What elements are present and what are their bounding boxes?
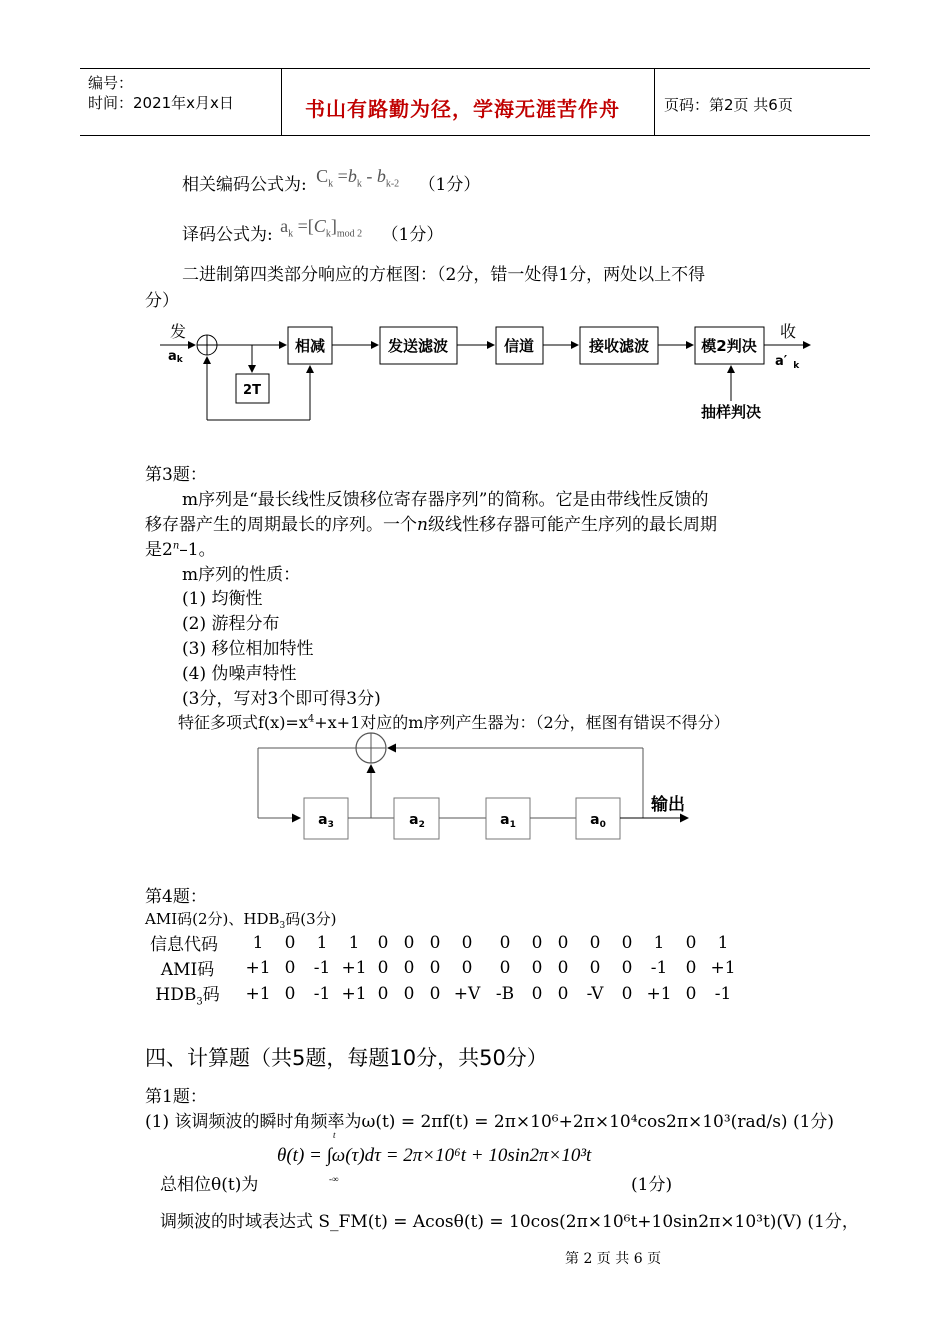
table-row: 信息代码 1 0 1 1 0 0 0 0 0 0 0 0 0 1 0 1 xyxy=(150,932,729,955)
q4-title: 第4题： xyxy=(145,887,207,907)
svg-text:a1: $a_1$ xyxy=(500,812,516,830)
q3-prop-3: (3) 移位相加特性 xyxy=(182,639,314,659)
q3-title: 第3题： xyxy=(145,465,207,485)
header-number-label: 编号： xyxy=(88,74,134,92)
input-label: ak xyxy=(168,349,183,365)
block-intro-line2: 分） xyxy=(145,291,179,311)
header-bottom-rule xyxy=(80,135,870,136)
header-top-rule xyxy=(80,68,870,69)
q3-poly-line: 特征多项式$f(x)=x^4+x+1$对应的m序列产生器为：（2分，框图有错误不得分） xyxy=(178,713,730,732)
theta-lower-limit: -∞ xyxy=(329,1174,339,1184)
encode-label: 相关编码公式为: xyxy=(182,175,307,195)
decode-formula: $a_k =[C_k]_{mod 2}$ xyxy=(280,216,363,240)
table-row: $HDB_3$码 +1 0 -1 +1 0 0 0 +V -B 0 0 -V 0 +1 0 -1 xyxy=(155,983,732,1008)
footer-page: 第 2 页 共 6 页 xyxy=(565,1251,662,1267)
total-phase-label: 总相位θ(t)为 xyxy=(160,1175,259,1195)
send-label: 发 xyxy=(170,322,187,341)
encode-formula: $C_k =b_k - b_{k-2}$ xyxy=(316,166,400,190)
theta-upper-limit: t xyxy=(333,1130,336,1140)
q3-prop-score: (3分，写对3个即可得3分) xyxy=(182,689,381,709)
q3-p1-line1: m序列是“最长线性反馈移位寄存器序列”的简称。它是由带线性反馈的 xyxy=(182,490,709,510)
sample-label: 抽样判决 xyxy=(700,403,762,421)
header-motto: 书山有路勤为径，学海无涯苦作舟 xyxy=(305,97,620,121)
block-mod2-label: 模2判决 xyxy=(701,337,757,355)
decode-label: 译码公式为: xyxy=(182,225,273,245)
svg-text:a0: $a_0$ xyxy=(590,812,606,830)
output-label: a′ $_k$ xyxy=(775,354,800,371)
block-intro-line1: 二进制第四类部分响应的方框图：（2分，错一处得1分，两处以上不得 xyxy=(182,265,706,285)
header-divider-right xyxy=(654,68,655,135)
header-time-label: 时间：2021年x月x日 xyxy=(88,94,234,112)
header-page-label: 页码：第2页 共6页 xyxy=(664,96,793,114)
total-phase-score: (1分) xyxy=(631,1175,673,1195)
code-table xyxy=(150,930,742,1007)
decode-line xyxy=(182,216,444,248)
recv-label: 收 xyxy=(780,322,797,341)
decode-score: （1分） xyxy=(381,225,444,245)
encode-score: （1分） xyxy=(418,175,481,195)
partial-response-diagram xyxy=(0,315,950,425)
svg-text:a2: $a_2$ xyxy=(409,812,425,830)
q3-prop-4: (4) 伪噪声特性 xyxy=(182,664,297,684)
encode-line xyxy=(182,166,481,198)
q3-p1-line2: 移存器产生的周期最长的序列。一个n级线性移存器可能产生序列的最长周期 xyxy=(145,515,717,535)
block-rx-filter-label: 接收滤波 xyxy=(588,337,650,355)
q3-p1-line3: 是2$^n$–1。 xyxy=(145,540,216,560)
section4-heading: 四、计算题（共5题，每题10分，共50分） xyxy=(145,1046,548,1070)
q3-prop-2: (2) 游程分布 xyxy=(182,614,280,634)
m-sequence-diagram xyxy=(0,730,950,850)
q3-props-title: m序列的性质： xyxy=(182,565,301,585)
section4-q1-title: 第1题： xyxy=(145,1087,207,1107)
block-tx-filter-label: 发送滤波 xyxy=(387,337,449,355)
section4-line1: (1) 该调频波的瞬时角频率为ω(t) = 2πf(t) = 2π×10⁶+2π×10⁴cos2π×10³(rad/s) (1分) xyxy=(145,1112,835,1132)
section4-line3: 调频波的时域表达式 S_FM(t) = Acosθ(t) = 10cos(2π×10⁶t+10sin2π×10³t)(V) (1分， xyxy=(160,1212,859,1232)
block-subtract-label: 相减 xyxy=(294,337,326,355)
theta-formula: θ(t) = ∫ω(τ)dτ = 2π×10⁶t + 10sin2π×10³t xyxy=(277,1145,592,1166)
table-row: AMI码 +1 0 -1 +1 0 0 0 0 0 0 0 0 0 -1 0 +1 xyxy=(160,957,736,980)
svg-text:a3: $a_3$ xyxy=(318,812,334,830)
q3-prop-1: (1) 均衡性 xyxy=(182,589,263,609)
block-channel-label: 信道 xyxy=(503,337,535,355)
delay-label: 2T xyxy=(243,383,261,398)
header-divider-left xyxy=(281,68,282,135)
q4-subtitle: AMI码(2分)、$HDB_3$码(3分) xyxy=(145,910,337,931)
output-label-2: 输出 xyxy=(651,795,685,815)
